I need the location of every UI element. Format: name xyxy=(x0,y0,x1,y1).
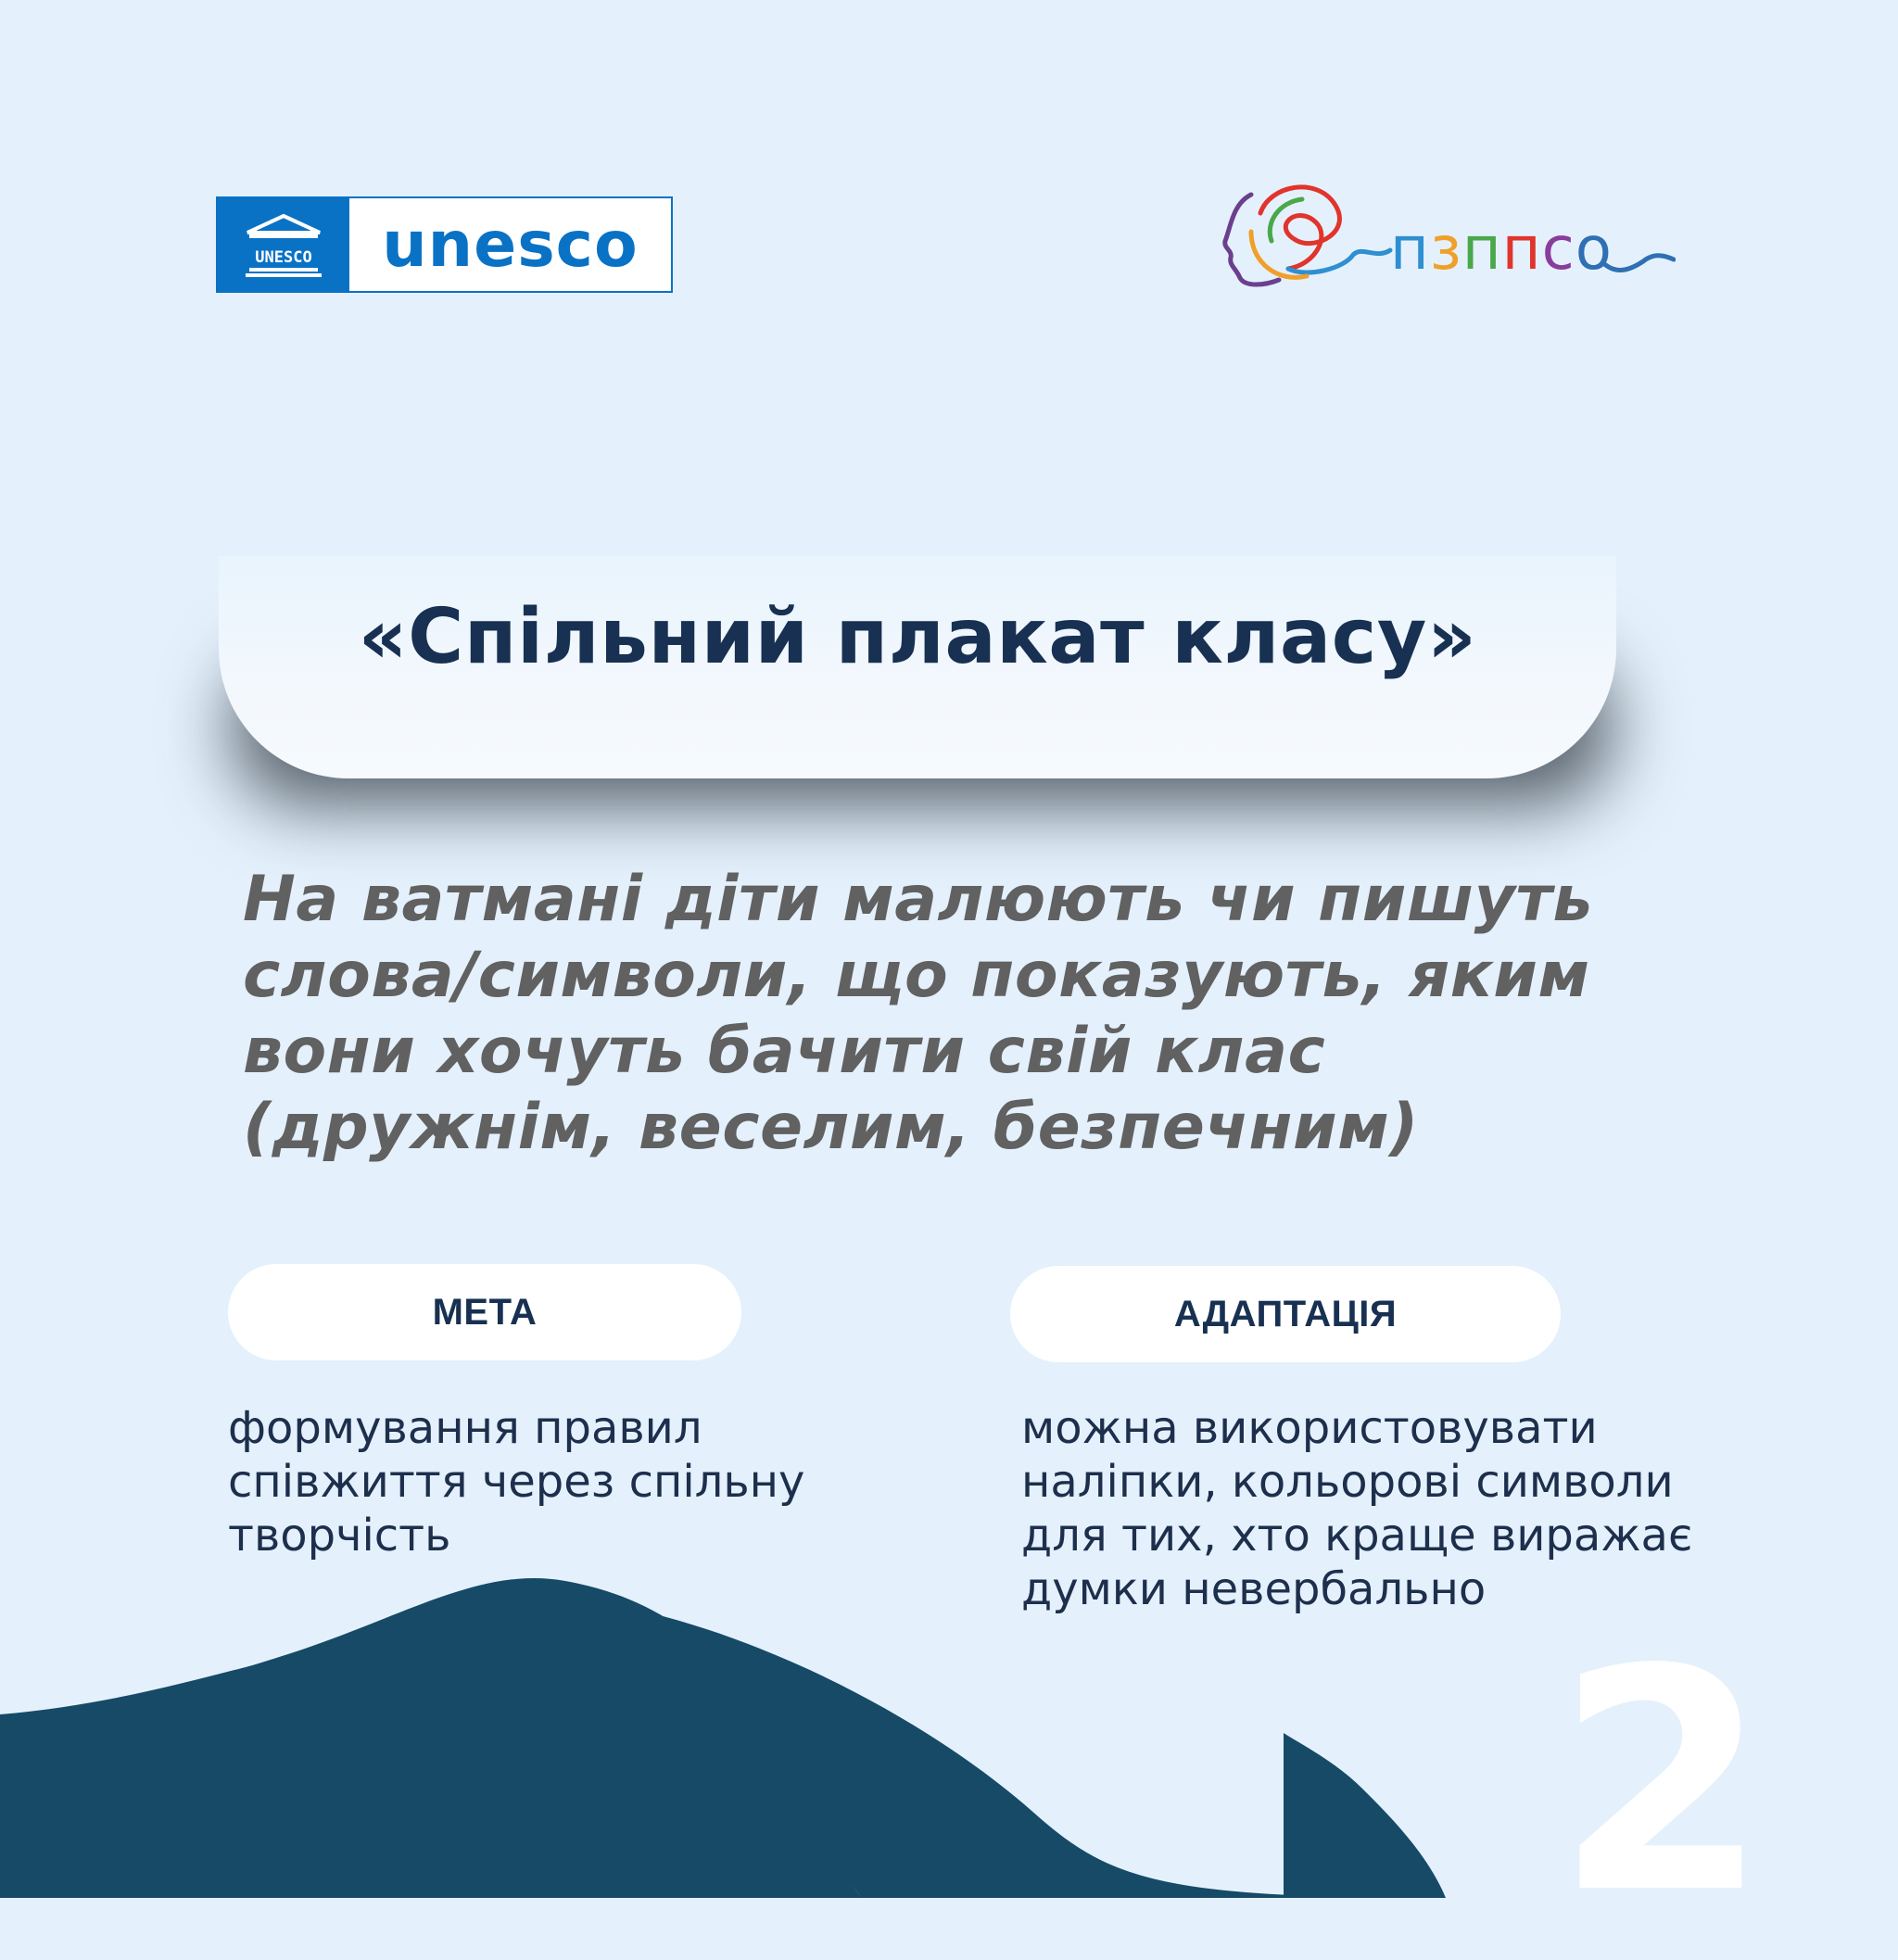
adaptation-label-pill xyxy=(1010,1266,1561,1362)
pzppso-letter: о xyxy=(1575,215,1613,284)
goal-text: формування правил співжиття через спільну творчість xyxy=(228,1402,805,1562)
page-number: 2 xyxy=(1555,1604,1768,1960)
unesco-temple-icon xyxy=(218,198,349,291)
pzppso-letter: п xyxy=(1390,215,1430,284)
pzppso-letter: п xyxy=(1501,215,1542,284)
pzppso-letter: п xyxy=(1461,215,1502,284)
goal-label-pill xyxy=(228,1264,741,1360)
head-outline-icon xyxy=(1214,176,1399,306)
goal-label: МЕТА xyxy=(432,1291,538,1333)
pzppso-letter: з xyxy=(1429,215,1462,284)
unesco-logo xyxy=(216,196,673,293)
pzppso-letter: с xyxy=(1541,215,1575,284)
unesco-wordmark: unesco xyxy=(382,208,639,282)
page-title: «Спільний плакат класу» xyxy=(358,593,1477,681)
unesco-emblem-text: UNESCO xyxy=(255,248,312,267)
activity-description: На ватмані діти малюють чи пишуть слова/символи, що показують, яким вони хочуть бачити свій клас (дружнім, веселим, безпечним) xyxy=(243,863,1593,1164)
pzppso-wordmark xyxy=(1390,215,1613,284)
adaptation-text: можна використовувати наліпки, кольорові символи для тих, хто краще виражає думки невербально xyxy=(1021,1402,1693,1615)
adaptation-label: АДАПТАЦІЯ xyxy=(1173,1293,1398,1334)
swirl-tail-icon xyxy=(1601,234,1676,289)
pzppso-logo xyxy=(1214,176,1659,306)
